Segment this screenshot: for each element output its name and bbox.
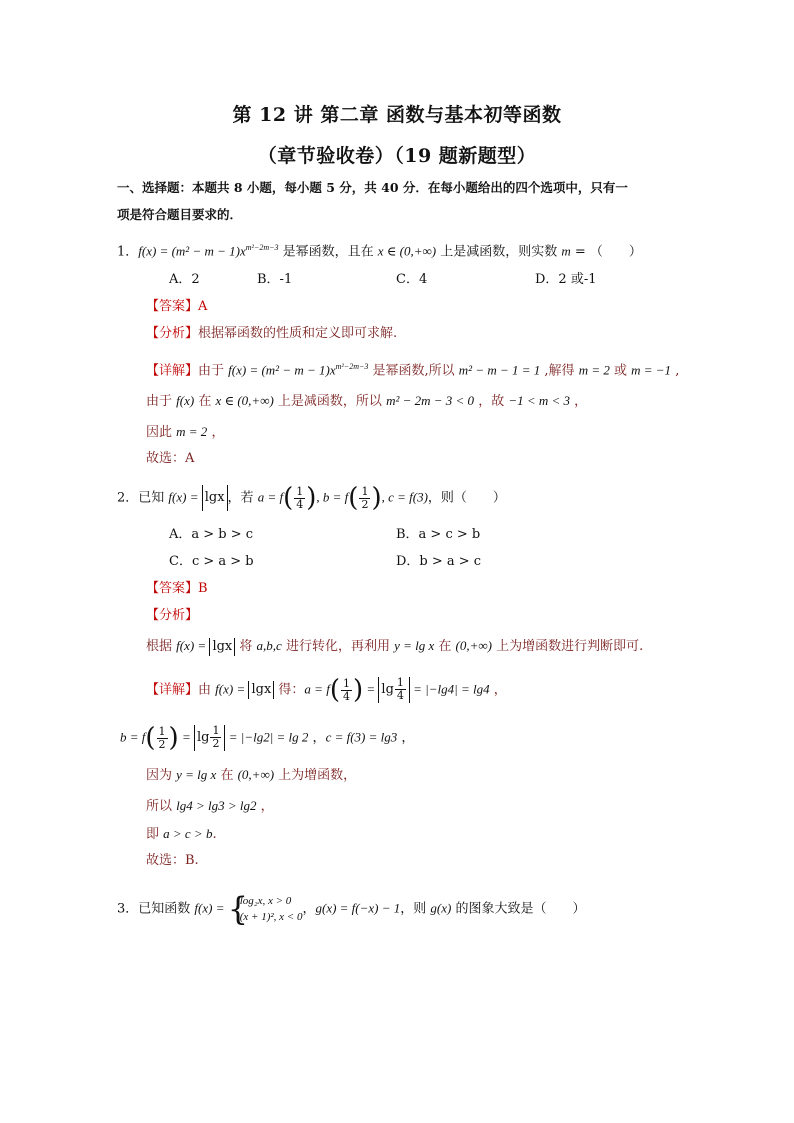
q2-analysis-label: 【分析】 — [146, 608, 199, 623]
q2-detail-line-3: 因为 y = lg x 在 (0,+∞) 上为增函数， — [146, 767, 357, 783]
q1-detail-line-4: 故选：A — [146, 451, 195, 466]
q2-detail-line-2: b = f( $\frac{1}{2}$ ) = lg $\frac{1}{2}$ = |−lg2| = lg 2 ，c = f(3) = lg3 ， — [120, 723, 415, 753]
q1-detail-line-3: 因此 m = 2 ， — [146, 424, 225, 440]
q1-detail-line-1: 【详解】由于 $f(x) = (m^2 - m - 1)x^{m^2-2m-3}$ 是幂函数,所以 m² − m − 1 = 1 ,解得 m = 2 或 m = −1 , — [146, 362, 680, 379]
q1-stem: 1．$f(x) = (m^2 - m - 1)x^{m^2-2m-3}$ 是幂函数，且在 x ∈ (0,+∞) 上是减函数，则实数 m = （ ） — [117, 243, 642, 260]
q1-option-d: D．2 或-1 — [535, 272, 597, 287]
q1-option-c: C．4 — [396, 272, 428, 287]
q1-exponent: m²−2m−3 — [245, 243, 279, 252]
q1-number: 1． — [117, 244, 139, 260]
q3-stem: 3．已知函数 f(x) = { log₂x, x > 0 (x + 1)², x < 0 ，g(x) = f(−x) − 1，则 g(x) 的图象大致是（ ） — [117, 890, 586, 928]
q1-option-a: A．2 — [169, 272, 200, 287]
q1-answer: 【答案】A — [146, 299, 208, 314]
q2-detail-line-4: 所以 lg4 > lg3 > lg2 ， — [146, 798, 274, 814]
q2-stem: 2．已知 f(x) = lgx ，若 a = f( $\frac{1}{4}$ ), b = f( $\frac{1}{2}$ ), c = f(3)，则（ ） — [117, 483, 506, 513]
section-heading-line-2: 项是符合题目要求的． — [117, 207, 243, 222]
q2-option-b: B．a > c > b — [396, 527, 481, 542]
q2-option-d: D．b > a > c — [396, 554, 482, 569]
section-heading-line-1: 一、选择题：本题共 8 小题，每小题 5 分，共 40 分．在每小题给出的四个选项中，只有一 — [117, 180, 628, 195]
q2-option-c: C．c > a > b — [169, 554, 254, 569]
q2-detail-line-5: 即 a > c > b. — [146, 826, 217, 842]
q1-option-b: B．-1 — [257, 272, 293, 287]
q2-analysis: 根据 f(x) = lgx 将 a,b,c 进行转化，再利用 y = lg x 在 (0,+∞) 上为增函数进行判断即可. — [146, 638, 644, 654]
q1-analysis: 【分析】根据幂函数的性质和定义即可求解. — [146, 326, 398, 341]
q1-domain: x ∈ (0,+∞) — [377, 243, 437, 259]
q3-piecewise: { log₂x, x > 0 (x + 1)², x < 0 — [227, 890, 303, 928]
q1-detail-line-2: 由于 f(x) 在 x ∈ (0,+∞) 上是减函数，所以 m² − 2m − 3 < 0 ，故 −1 < m < 3 ， — [146, 393, 588, 409]
q1-function: f(x) = (m² − m − 1)x — [138, 243, 246, 259]
page-subtitle: （章节验收卷）（19 题新题型） — [257, 145, 537, 167]
q2-detail-line-1: 【详解】由 f(x) = lgx 得：a = f( $\frac{1}{4}$ ) = lg $\frac{1}{4}$ = |−lg4| = lg4 ， — [146, 675, 507, 705]
page-title: 第 12 讲 第二章 函数与基本初等函数 — [232, 104, 562, 126]
q2-detail-line-6: 故选：B. — [146, 853, 199, 868]
q2-answer: 【答案】B — [146, 581, 208, 596]
q2-option-a: A．a > b > c — [169, 527, 254, 542]
